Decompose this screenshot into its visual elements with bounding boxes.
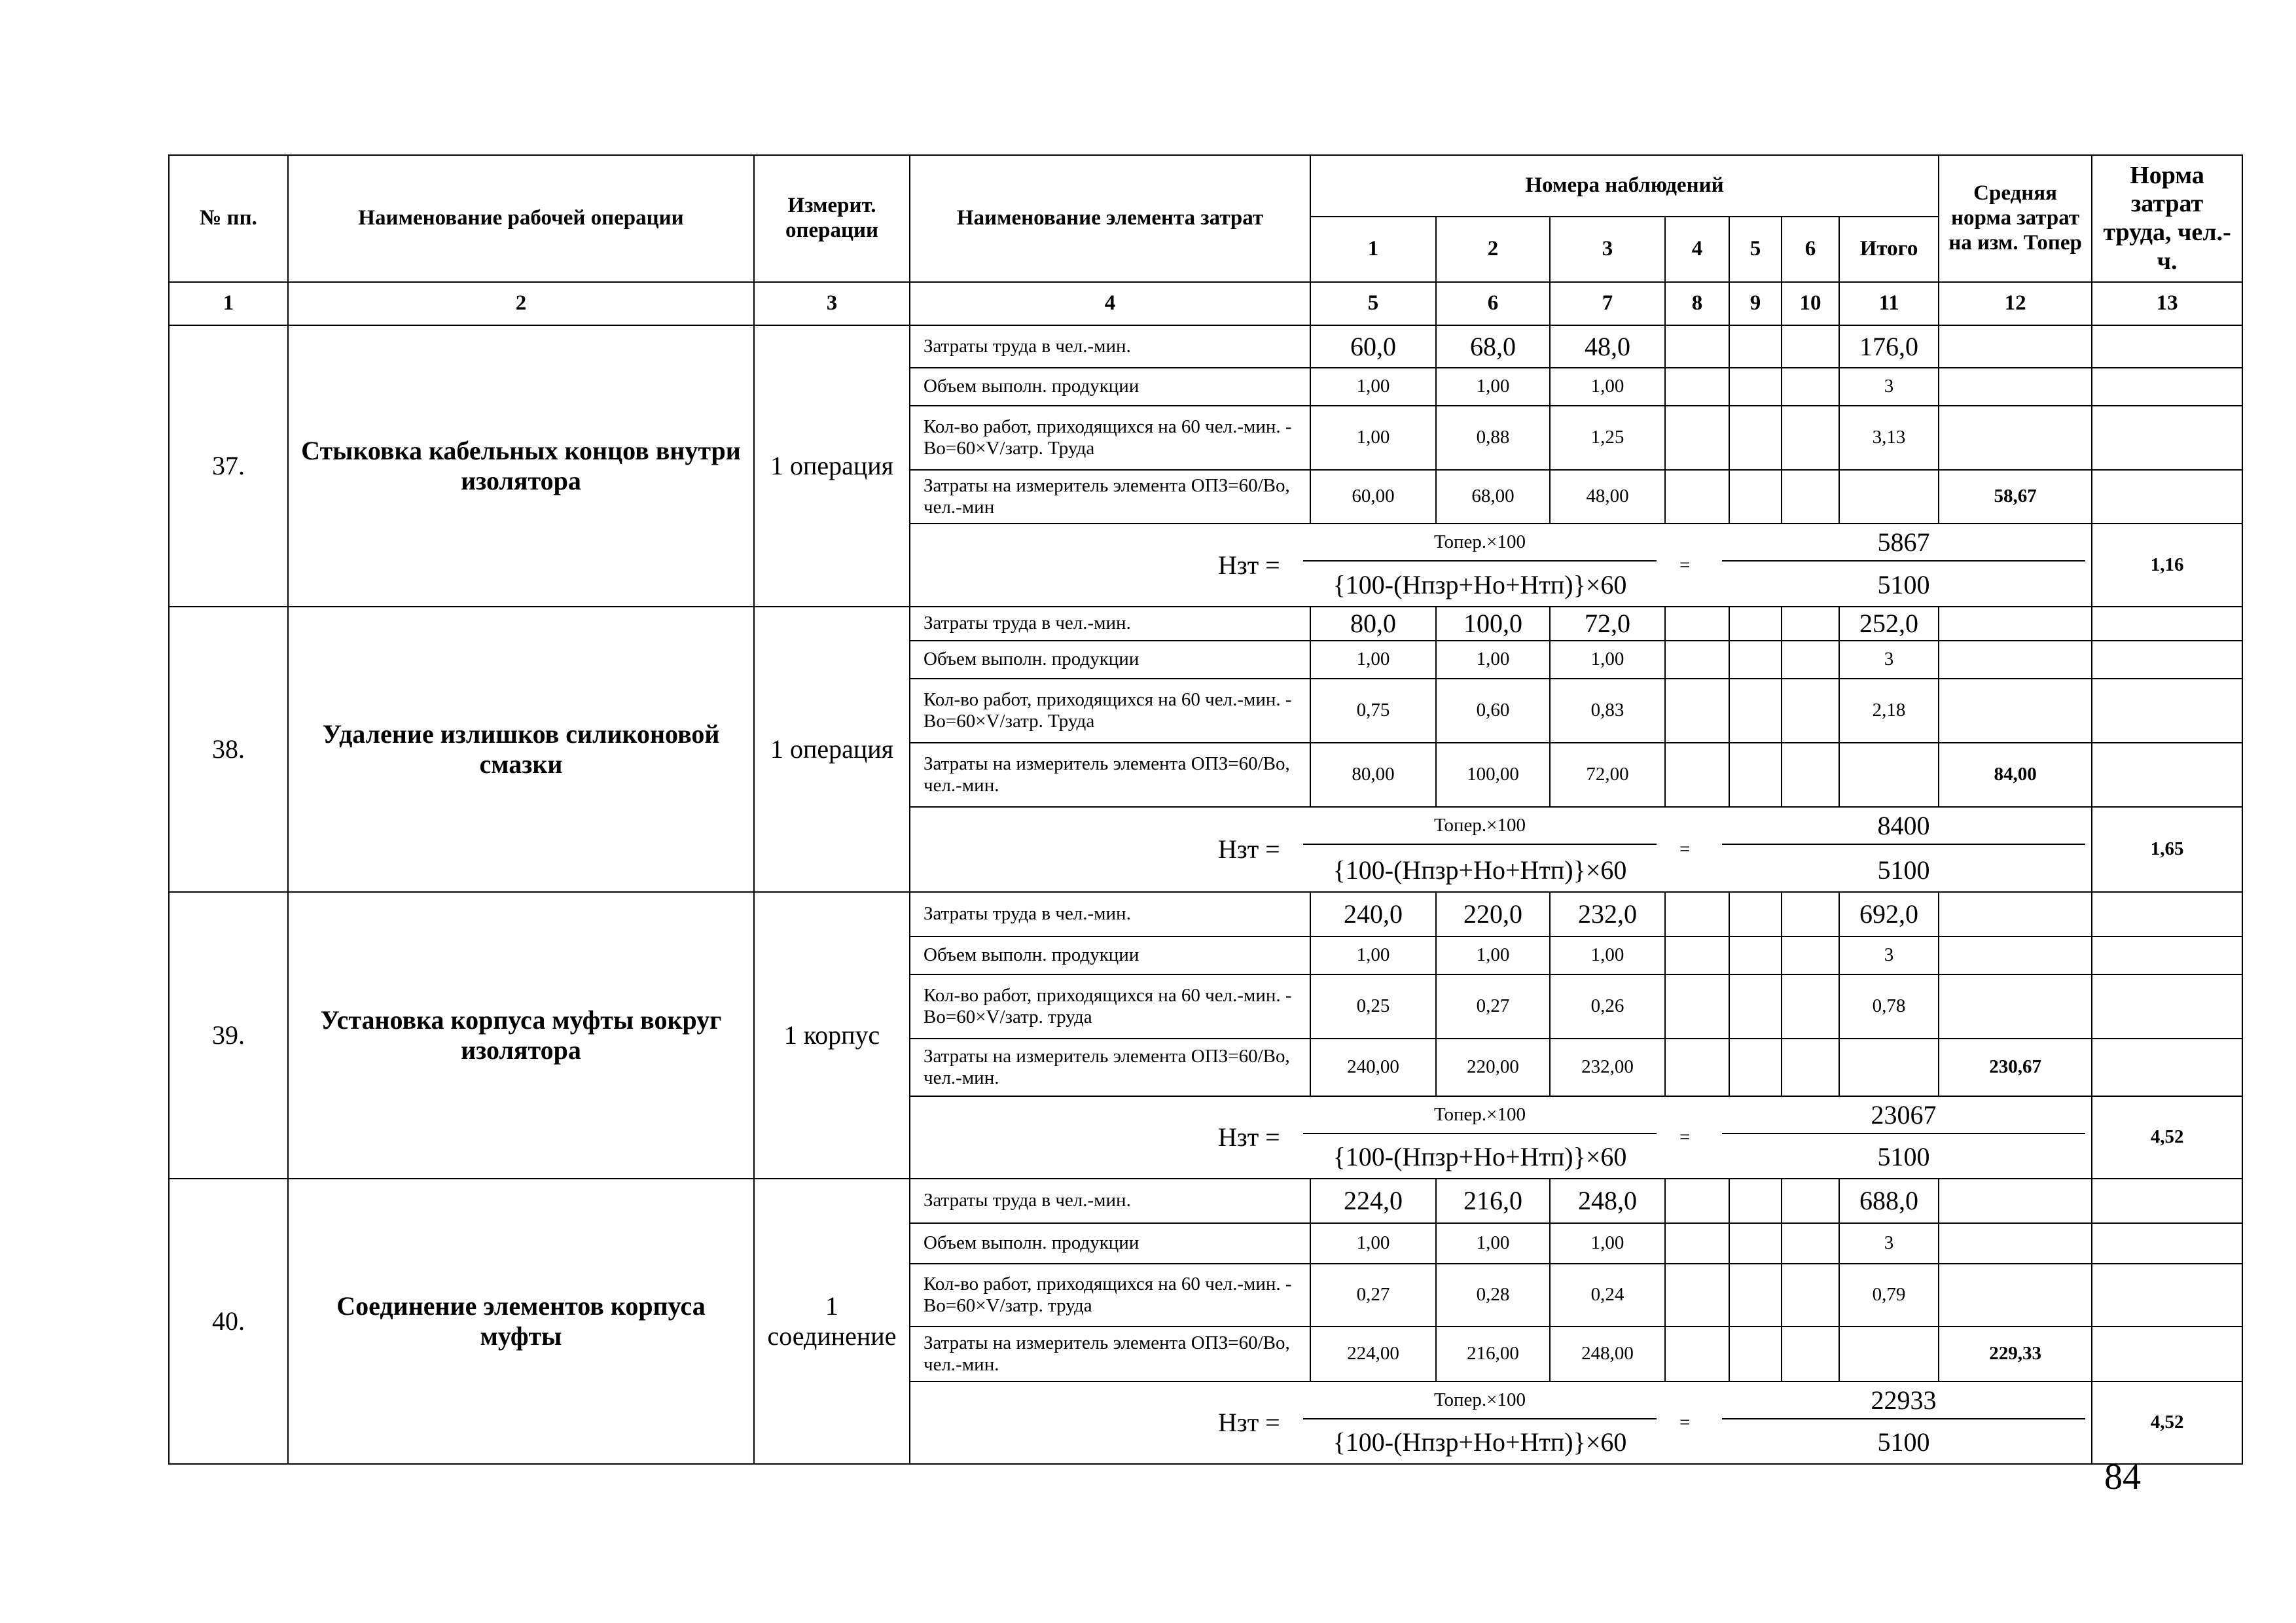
formula-fraction-line [1303,1133,1657,1134]
element-label: Кол-во работ, приходящихся на 60 чел.-мин. - Во=60×V/затр. труда [910,974,1310,1039]
observation-total: 252,0 [1839,607,1939,641]
formula-numerator-value: 8400 [1877,811,1930,840]
avg-norm-value [1939,1179,2092,1223]
column-number-row [169,282,2242,325]
operation-number: 37. [169,325,288,607]
norm-formula [910,807,2092,892]
labor-norm-value: 4,52 [2092,1382,2242,1464]
col-number: 10 [1782,282,1839,325]
labor-norm-value: 1,16 [2092,524,2242,607]
observation-value: 224,00 [1310,1327,1436,1382]
norm-formula [910,524,2092,607]
observation-empty [1782,1264,1839,1327]
observation-empty [1782,1039,1839,1096]
observation-total: 692,0 [1839,892,1939,936]
observation-empty [1665,892,1729,936]
formula-fraction-line [1722,1418,2085,1419]
observation-empty [1729,1039,1782,1096]
observation-value: 80,00 [1310,743,1436,807]
observation-value: 68,0 [1436,325,1550,368]
avg-norm-value [1939,1264,2092,1327]
avg-norm-value [1939,641,2092,679]
observation-empty [1729,470,1782,524]
observation-empty [1729,1179,1782,1223]
observation-empty [1665,974,1729,1039]
observation-value: 216,0 [1436,1179,1550,1223]
observation-empty [1729,743,1782,807]
avg-norm-value [1939,325,2092,368]
observation-empty [1729,974,1782,1039]
element-label: Кол-во работ, приходящихся на 60 чел.-мин. - Во=60×V/затр. труда [910,1264,1310,1327]
col-number: 6 [1436,282,1550,325]
operation-unit: 1 соединение [754,1179,910,1464]
header-num: № пп. [169,155,288,282]
col-number: 1 [169,282,288,325]
observation-value: 224,0 [1310,1179,1436,1223]
observation-value: 232,0 [1550,892,1665,936]
observation-total: 688,0 [1839,1179,1939,1223]
observation-empty [1729,1223,1782,1264]
observation-value: 1,00 [1436,368,1550,406]
header-operation: Наименование рабочей операции [288,155,754,282]
observation-value: 72,00 [1550,743,1665,807]
operation-name: Соединение элементов корпуса муфты [288,1179,754,1464]
col-number: 9 [1729,282,1782,325]
observation-value: 1,00 [1310,641,1436,679]
observation-value: 220,0 [1436,892,1550,936]
observation-value: 48,0 [1550,325,1665,368]
formula-equals: = [1679,554,1691,575]
labor-norm-empty [2092,325,2242,368]
col-number: 5 [1310,282,1436,325]
labor-norm-value: 4,52 [2092,1096,2242,1179]
element-label: Затраты труда в чел.-мин. [910,892,1310,936]
header-obs-4: 4 [1665,217,1729,282]
header-obs-6: 6 [1782,217,1839,282]
observation-value: 0,60 [1436,679,1550,743]
operation-name: Стыковка кабельных концов внутри изолятора [288,325,754,607]
element-label: Затраты на измеритель элемента ОПЗ=60/Во, чел.-мин. [910,1039,1310,1096]
formula-denominator-expr: {100-(Нпзр+Но+Нтп)}×60 [1333,855,1627,885]
formula-equals: = [1679,838,1691,860]
col-number: 7 [1550,282,1665,325]
observation-value: 1,00 [1436,641,1550,679]
formula-denominator-value: 5100 [1877,570,1930,599]
observation-empty [1782,406,1839,470]
avg-norm-value [1939,406,2092,470]
observation-empty [1729,406,1782,470]
element-label: Затраты на измеритель элемента ОПЗ=60/Во, чел.-мин. [910,1327,1310,1382]
avg-norm-value [1939,679,2092,743]
observation-total: 3,13 [1839,406,1939,470]
formula-equals: = [1679,1126,1691,1148]
observation-total: 3 [1839,1223,1939,1264]
formula-nzt-label: Нзт = [1218,1122,1280,1152]
labor-norm-empty [2092,368,2242,406]
observation-value: 0,88 [1436,406,1550,470]
observation-empty [1782,641,1839,679]
observation-value: 60,0 [1310,325,1436,368]
observation-value: 240,00 [1310,1039,1436,1096]
labor-norm-empty [2092,936,2242,974]
observation-empty [1665,1223,1729,1264]
observation-value: 1,00 [1436,936,1550,974]
avg-norm-value [1939,607,2092,641]
page-number: 84 [2104,1457,2141,1497]
labor-norm-empty [2092,892,2242,936]
observation-empty [1665,1179,1729,1223]
table-row [169,607,2242,641]
labor-norm-empty [2092,607,2242,641]
observation-value: 1,00 [1310,368,1436,406]
operation-unit: 1 операция [754,607,910,892]
observation-empty [1665,641,1729,679]
formula-denominator-value: 5100 [1877,1142,1930,1171]
operation-name: Удаление излишков силиконовой смазки [288,607,754,892]
avg-norm-value: 84,00 [1939,743,2092,807]
observation-empty [1729,1327,1782,1382]
observation-value: 0,28 [1436,1264,1550,1327]
labor-norm-empty [2092,1179,2242,1223]
observation-empty [1782,368,1839,406]
observation-value: 1,00 [1550,368,1665,406]
formula-nzt-label: Нзт = [1218,550,1280,580]
observation-empty [1782,974,1839,1039]
observation-empty [1729,892,1782,936]
formula-denominator-expr: {100-(Нпзр+Но+Нтп)}×60 [1333,570,1627,599]
observation-empty [1729,936,1782,974]
observation-empty [1665,936,1729,974]
observation-total [1839,470,1939,524]
avg-norm-value: 229,33 [1939,1327,2092,1382]
formula-numerator-value: 22933 [1871,1385,1937,1415]
labor-norm-empty [2092,406,2242,470]
col-number: 13 [2092,282,2242,325]
element-label: Затраты труда в чел.-мин. [910,1179,1310,1223]
observation-total: 0,78 [1839,974,1939,1039]
labor-norm-value: 1,65 [2092,807,2242,892]
header-obs-3: 3 [1550,217,1665,282]
observation-value: 0,75 [1310,679,1436,743]
observation-empty [1665,368,1729,406]
observation-total: 3 [1839,641,1939,679]
observation-value: 0,27 [1436,974,1550,1039]
table-row [169,325,2242,368]
formula-top-operand: Топер.×100 [1433,1389,1526,1410]
norm-formula [910,1096,2092,1179]
observation-value: 1,00 [1550,1223,1665,1264]
formula-fraction-line [1303,560,1657,562]
observation-empty [1665,1327,1729,1382]
observation-empty [1665,743,1729,807]
observation-empty [1782,936,1839,974]
header-element: Наименование элемента затрат [910,155,1310,282]
formula-denominator-expr: {100-(Нпзр+Но+Нтп)}×60 [1333,1427,1627,1457]
observation-empty [1665,1039,1729,1096]
formula-fraction-line [1303,844,1657,845]
avg-norm-value: 230,67 [1939,1039,2092,1096]
observation-value: 1,00 [1310,936,1436,974]
formula-equals: = [1679,1412,1691,1433]
observation-empty [1782,892,1839,936]
element-label: Кол-во работ, приходящихся на 60 чел.-мин. - Во=60×V/затр. Труда [910,679,1310,743]
observation-value: 248,00 [1550,1327,1665,1382]
operation-number: 40. [169,1179,288,1464]
element-label: Затраты на измеритель элемента ОПЗ=60/Во, чел.-мин [910,470,1310,524]
observation-empty [1729,325,1782,368]
formula-top-operand: Топер.×100 [1433,531,1526,552]
element-label: Затраты труда в чел.-мин. [910,325,1310,368]
avg-norm-value [1939,936,2092,974]
observation-empty [1782,1327,1839,1382]
observation-empty [1782,1179,1839,1223]
observation-total: 3 [1839,368,1939,406]
avg-norm-value [1939,1223,2092,1264]
formula-numerator-value: 23067 [1871,1100,1937,1130]
operation-number: 39. [169,892,288,1179]
observation-empty [1665,607,1729,641]
header-obs-1: 1 [1310,217,1436,282]
observation-total: 0,79 [1839,1264,1939,1327]
operation-name: Установка корпуса муфты вокруг изолятора [288,892,754,1179]
col-number: 8 [1665,282,1729,325]
formula-numerator-value: 5867 [1877,527,1930,557]
observation-empty [1729,1264,1782,1327]
observation-value: 1,00 [1550,936,1665,974]
observation-value: 0,25 [1310,974,1436,1039]
formula-fraction-line [1722,844,2085,845]
labor-norm-empty [2092,1327,2242,1382]
observation-value: 0,24 [1550,1264,1665,1327]
observation-empty [1665,470,1729,524]
norm-formula [910,1382,2092,1464]
header-avg-norm: Средняя норма затрат на изм. Топер [1939,155,2092,282]
col-number: 12 [1939,282,2092,325]
observation-empty [1665,679,1729,743]
observation-empty [1729,641,1782,679]
observation-empty [1782,743,1839,807]
operation-unit: 1 операция [754,325,910,607]
observation-total: 3 [1839,936,1939,974]
avg-norm-value: 58,67 [1939,470,2092,524]
observation-empty [1665,1264,1729,1327]
observation-value: 100,0 [1436,607,1550,641]
header-obs-2: 2 [1436,217,1550,282]
observation-value: 216,00 [1436,1327,1550,1382]
observation-total: 2,18 [1839,679,1939,743]
formula-fraction-line [1722,1133,2085,1134]
labor-norm-empty [2092,1223,2242,1264]
observation-value: 80,0 [1310,607,1436,641]
col-number: 2 [288,282,754,325]
observation-value: 48,00 [1550,470,1665,524]
observation-value: 0,27 [1310,1264,1436,1327]
norms-table [168,154,2243,1465]
avg-norm-value [1939,892,2092,936]
element-label: Объем выполн. продукции [910,641,1310,679]
col-number: 3 [754,282,910,325]
labor-norm-empty [2092,743,2242,807]
observation-value: 220,00 [1436,1039,1550,1096]
avg-norm-value [1939,368,2092,406]
observation-empty [1782,1223,1839,1264]
observation-value: 60,00 [1310,470,1436,524]
observation-value: 1,00 [1310,406,1436,470]
formula-denominator-value: 5100 [1877,855,1930,885]
operation-number: 38. [169,607,288,892]
formula-denominator-value: 5100 [1877,1427,1930,1457]
formula-nzt-label: Нзт = [1218,1408,1280,1437]
observation-value: 100,00 [1436,743,1550,807]
header-observations: Номера наблюдений [1310,155,1939,217]
observation-value: 68,00 [1436,470,1550,524]
observation-empty [1782,679,1839,743]
table-row [169,892,2242,936]
observation-value: 1,25 [1550,406,1665,470]
element-label: Объем выполн. продукции [910,936,1310,974]
element-label: Затраты труда в чел.-мин. [910,607,1310,641]
observation-value: 72,0 [1550,607,1665,641]
observation-total: 176,0 [1839,325,1939,368]
observation-empty [1729,368,1782,406]
header-unit: Измерит. операции [754,155,910,282]
element-label: Затраты на измеритель элемента ОПЗ=60/Во, чел.-мин. [910,743,1310,807]
table-row [169,1179,2242,1223]
header-labor-norm: Норма затрат труда, чел.-ч. [2092,155,2242,282]
labor-norm-empty [2092,641,2242,679]
labor-norm-empty [2092,679,2242,743]
observation-empty [1665,325,1729,368]
observation-value: 1,00 [1550,641,1665,679]
observation-value: 0,26 [1550,974,1665,1039]
observation-empty [1782,325,1839,368]
observation-total [1839,743,1939,807]
element-label: Кол-во работ, приходящихся на 60 чел.-мин. - Во=60×V/затр. Труда [910,406,1310,470]
labor-norm-empty [2092,470,2242,524]
observation-value: 0,83 [1550,679,1665,743]
element-label: Объем выполн. продукции [910,1223,1310,1264]
observation-empty [1729,607,1782,641]
observation-empty [1665,406,1729,470]
avg-norm-value [1939,974,2092,1039]
observation-empty [1782,607,1839,641]
observation-total [1839,1327,1939,1382]
formula-fraction-line [1303,1418,1657,1419]
header-obs-5: 5 [1729,217,1782,282]
labor-norm-empty [2092,974,2242,1039]
formula-top-operand: Топер.×100 [1433,1104,1526,1125]
observation-value: 232,00 [1550,1039,1665,1096]
element-label: Объем выполн. продукции [910,368,1310,406]
col-number: 11 [1839,282,1939,325]
formula-denominator-expr: {100-(Нпзр+Но+Нтп)}×60 [1333,1142,1627,1171]
observation-value: 240,0 [1310,892,1436,936]
observation-empty [1729,679,1782,743]
observation-value: 1,00 [1310,1223,1436,1264]
observation-total [1839,1039,1939,1096]
labor-norm-empty [2092,1264,2242,1327]
header-obs-total: Итого [1839,217,1939,282]
formula-top-operand: Топер.×100 [1433,815,1526,836]
formula-fraction-line [1722,560,2085,562]
labor-norm-empty [2092,1039,2242,1096]
observation-value: 1,00 [1436,1223,1550,1264]
operation-unit: 1 корпус [754,892,910,1179]
col-number: 4 [910,282,1310,325]
formula-nzt-label: Нзт = [1218,834,1280,864]
observation-empty [1782,470,1839,524]
observation-value: 248,0 [1550,1179,1665,1223]
